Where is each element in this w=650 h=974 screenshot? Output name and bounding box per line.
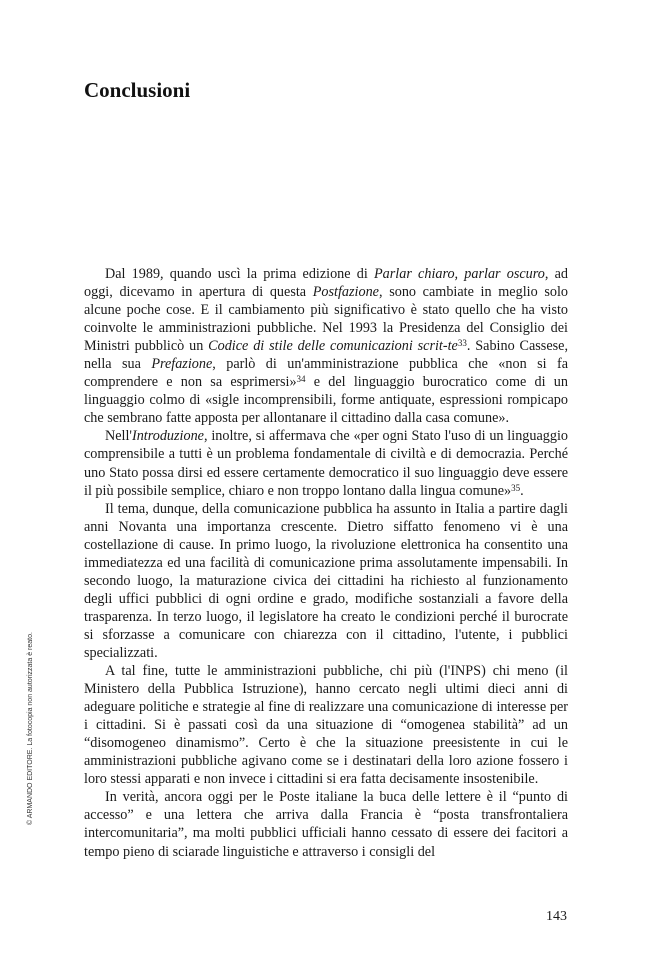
footnote-ref-34: 34 <box>296 374 306 385</box>
chapter-title: Conclusioni <box>84 78 191 102</box>
page-number: 143 <box>546 909 567 924</box>
footnote-ref-35: 35 <box>511 482 521 493</box>
paragraph-1: Dal 1989, quando uscì la prima edizione di Parlar chiaro, parlar oscuro, ad oggi, dicevamo in apertura di questa Postfazione, sono cambiate in meglio solo alcune poche cose. E il cambiamento più significativo è stato quello che ha visto coinvolte le amministrazioni pubbliche. Nel 1993 la Presidenza del Consiglio dei Ministri pubblicò un Codice di stile delle comunicazioni scrit-$te^{33}$. Sabino Cassese, nella sua Prefazione, parlò di un'amministrazione pubblica che «non si fa comprendere e non sa esprimersi»$^{34}$ e del linguaggio burocratico come di un linguaggio colmo di «sigle incomprensibili, forme antiquate, espressioni rompicapo che sembrano fatte apposta per allontanare il cittadino dalla casa comune». <box>84 266 568 427</box>
paragraph-5: In verità, ancora oggi per le Poste italiane la buca delle lettere è il “punto di accesso” e una lettera che arriva dalla Francia è “posta transfrontaliera intercomunitaria”, ma molti pubblici ufficiali hanno cessato di essere dei facitori a tempo pieno di sciarade linguistiche e attraverso i consigli del <box>84 789 568 860</box>
introduzione-title: Introduzione <box>131 428 204 445</box>
paragraph-2: Nell'Introduzione, inoltre, si affermava che «per ogni Stato l'uso di un linguaggio comprensibile a tutti è un problema fondamentale di civiltà e di democrazia. Perché uno Stato possa dirsi ed essere certamente democratico il suo linguaggio deve essere il più possibile semplice, chiaro e non troppo lontano dalla lingua comune»$^{35}$. <box>84 428 568 499</box>
postfazione-title: Postfazione <box>312 284 379 301</box>
body-text <box>84 265 568 861</box>
paragraph-4: A tal fine, tutte le amministrazioni pubbliche, chi più (l'INPS) chi meno (il Ministero della Pubblica Istruzione), hanno cercato negli ultimi dieci anni di adeguare politiche e strategie al fine di realizzare una comunicazione di interesse per i cittadini. Si è passati così da una situazione di “omogenea stabilità” ad un “disomogeneo dinamismo”. Certo è che la situazione preesistente in cui le amministrazioni pubbliche agivano come se i destinatari della loro azione fossero i loro stessi apparati e non invece i cittadini si era fatta decisamente insostenibile. <box>84 663 568 788</box>
book-title: Parlar chiaro, parlar oscuro <box>374 266 545 282</box>
codice-title: Codice di stile delle comunicazioni scrit-te <box>208 338 458 355</box>
paragraph-3: Il tema, dunque, della comunicazione pubblica ha assunto in Italia a partire dagli anni Novanta una importanza crescente. Dietro siffatto fenomeno vi è una costellazione di cause. In primo luogo, la rivoluzione elettronica ha consentito una immediatezza ed una facilità di comunicazione prima assolutamente impensabili. In secondo luogo, la maturazione civica dei cittadini ha richiesto al funzionamento degli uffici pubblici di ogni ordine e grado, modifiche sostanziali a favore della trasparenza. In terzo luogo, il legislatore ha creato le condizioni perché il burocrate si sforzasse a comunicare con chiarezza con il cittadino, l'utente, i pubblici specializzati. <box>84 500 568 661</box>
footnote-ref-33: 33 <box>457 338 467 349</box>
copyright-margin-note: © ARMANDO EDITORE. La fotocopia non autorizzata è reato. <box>27 632 34 825</box>
prefazione-title: Prefazione <box>151 356 213 373</box>
